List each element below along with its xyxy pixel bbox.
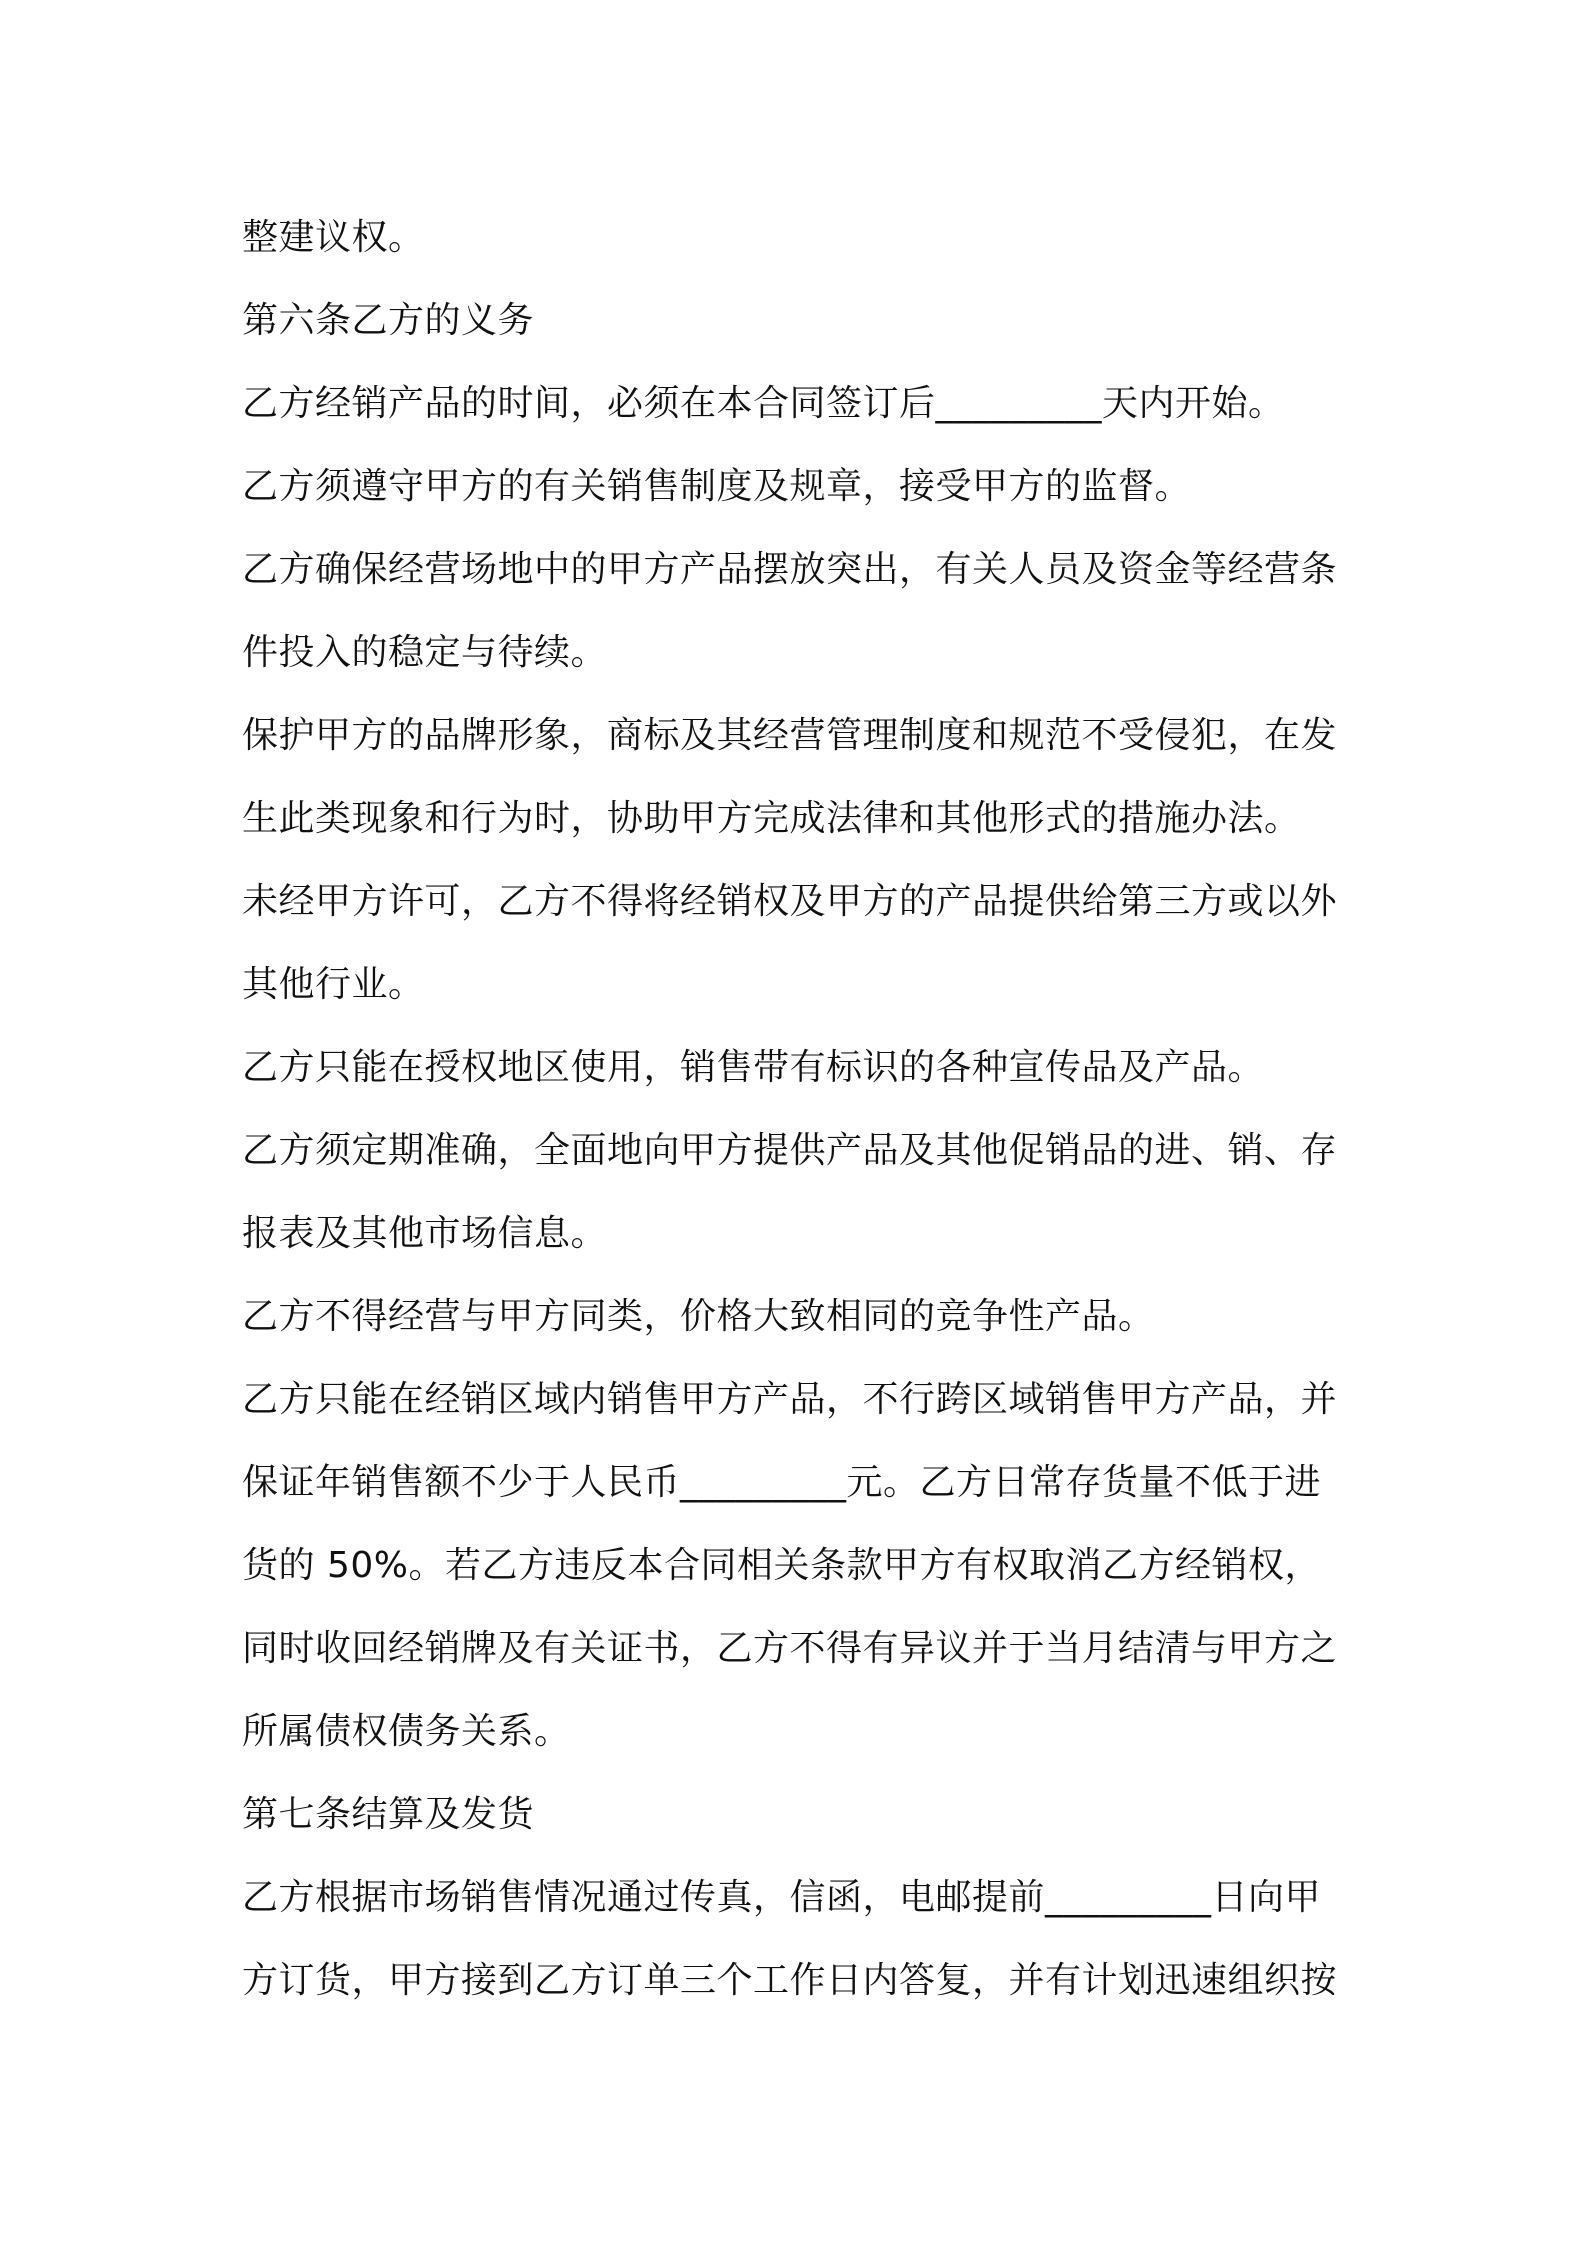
text-line: 乙方根据市场销售情况通过传真，信函，电邮提前_________日向甲 [242,1877,1322,1918]
text-line: 货的 50%。若乙方违反本合同相关条款甲方有权取消乙方经销权， [242,1545,1321,1586]
text-line: 所属债权债务关系。 [242,1711,571,1752]
text-line: 乙方只能在授权地区使用，销售带有标识的各种宣传品及产品。 [242,1047,1265,1088]
text-line: 乙方须定期准确，全面地向甲方提供产品及其他促销品的进、销、存 [242,1130,1338,1171]
text-line: 整建议权。 [242,217,425,258]
text-line: 报表及其他市场信息。 [242,1213,608,1254]
text-line: 乙方不得经营与甲方同类，价格大致相同的竞争性产品。 [242,1296,1155,1337]
text-line: 件投入的稳定与待续。 [242,632,608,673]
text-line: 乙方经销产品的时间，必须在本合同签订后_________天内开始。 [242,383,1285,424]
text-line: 乙方须遵守甲方的有关销售制度及规章，接受甲方的监督。 [242,466,1192,507]
text-line: 方订货，甲方接到乙方订单三个工作日内答复，并有计划迅速组织按 [242,1960,1338,2001]
section-heading: 第六条乙方的义务 [242,300,535,341]
text-line: 乙方只能在经销区域内销售甲方产品，不行跨区域销售甲方产品，并 [242,1379,1338,1420]
document-body [242,196,1362,2022]
text-line: 同时收回经销牌及有关证书，乙方不得有异议并于当月结清与甲方之 [242,1628,1338,1669]
text-line: 保证年销售额不少于人民币_________元。乙方日常存货量不低于进 [242,1462,1322,1503]
text-line: 未经甲方许可，乙方不得将经销权及甲方的产品提供给第三方或以外 [242,881,1338,922]
text-line: 保护甲方的品牌形象，商标及其经营管理制度和规范不受侵犯，在发 [242,715,1338,756]
text-line: 生此类现象和行为时，协助甲方完成法律和其他形式的措施办法。 [242,798,1301,839]
text-line: 其他行业。 [242,964,425,1005]
section-heading: 第七条结算及发货 [242,1794,535,1835]
text-line: 乙方确保经营场地中的甲方产品摆放突出，有关人员及资金等经营条 [242,549,1338,590]
